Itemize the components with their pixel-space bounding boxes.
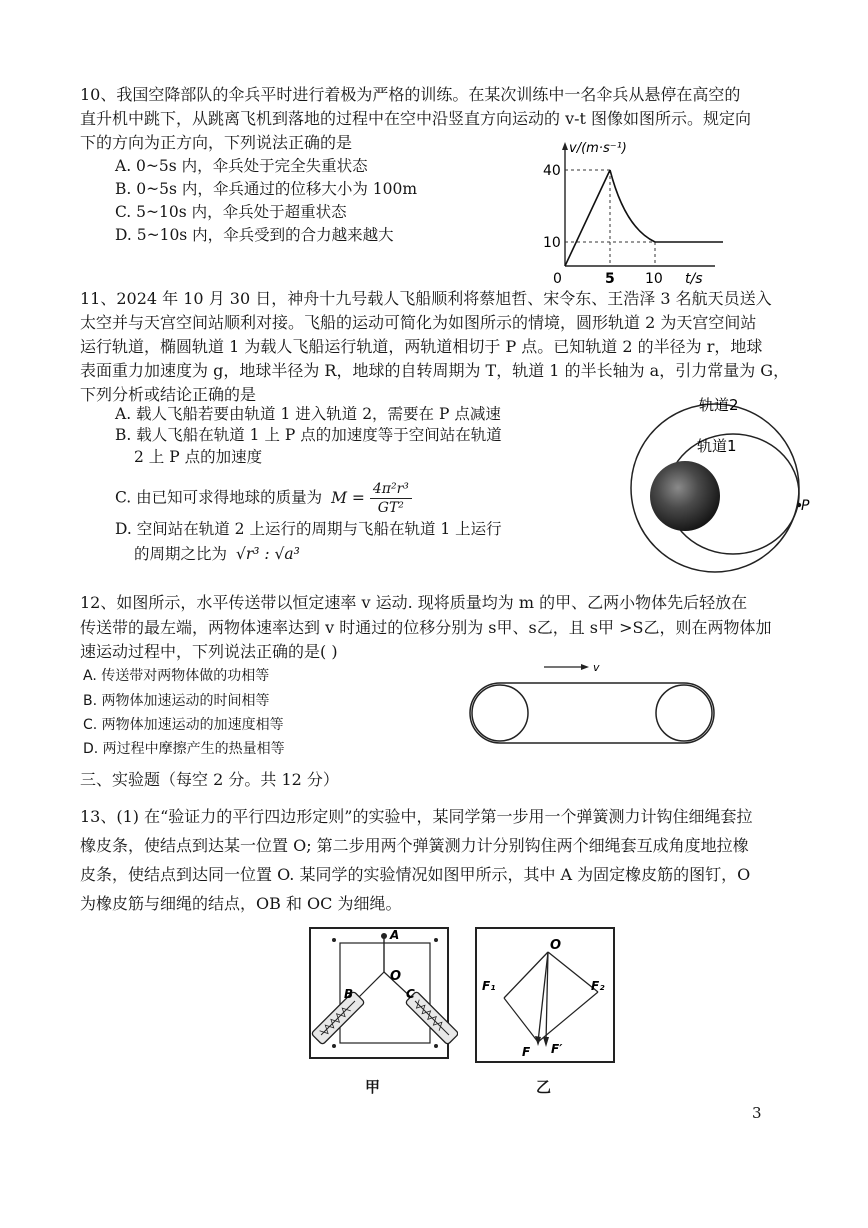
right-pulley [656,685,712,741]
y-tick-40: 40 [543,163,561,179]
point-p-label: P [801,498,810,514]
board-outer [310,928,448,1058]
q10-line-3: 下的方向为正方向，下列说法正确的是 [80,133,353,152]
vector-f-prime-arrowhead [543,1037,549,1047]
belt [470,683,714,743]
q12-option-a: A. 传送带对两物体做的功相等 [83,668,270,684]
x-axis-label: t/s [685,271,703,287]
q13-line-4: 为橡皮筋与细绳的结点，OB 和 OC 为细绳。 [80,894,402,913]
q11-option-d-line1: D. 空间站在轨道 2 上运行的周期与飞船在轨道 1 上运行 [115,520,502,538]
caption-yi: 乙 [536,1078,552,1096]
q10-option-d: D. 5~10s 内，伞兵受到的合力越来越大 [115,226,394,244]
q11-formula-lhs: M = [331,488,365,507]
label-f-prime: F′ [551,1042,563,1056]
q11-option-d-line2 [134,543,300,565]
y-axis-label: v/(m·s⁻¹) [569,141,627,156]
q10-option-a: A. 0~5s 内，伞兵处于完全失重状态 [115,157,368,175]
q11-option-a: A. 载人飞船若要由轨道 1 进入轨道 2，需要在 P 点减速 [115,405,501,423]
q11-line-5: 下列分析或结论正确的是 [80,385,257,404]
label-b: B [344,987,354,1001]
q10-vt-graph [535,138,735,288]
decel-curve [610,170,655,242]
q12-option-b: B. 两物体加速运动的时间相等 [83,693,270,709]
q12-option-d: D. 两过程中摩擦产生的热量相等 [83,741,285,757]
x-tick-5: 5 [605,271,615,287]
q11-option-b-line2: 2 上 P 点的加速度 [134,448,263,466]
thumbtack-br [434,1044,438,1048]
q10-line-2: 直升机中跳下，从跳离飞机到落地的过程中在空中沿竖直方向运动的 v-t 图像如图所示。规定向 [80,109,752,128]
q13-figure-yi [474,926,619,1066]
label-f: F [522,1045,531,1059]
earth [650,461,720,531]
velocity-label: v [593,661,600,674]
orbit-2-label: 轨道2 [699,396,739,414]
q13-line-2: 橡皮条，使结点到达某一位置 O; 第二步用两个弹簧测力计分别钩住两个细绳套互成角度地拉橡 [80,836,749,855]
q11-option-c [115,480,412,517]
q11-formula-numerator: 4π²r³ [370,480,412,499]
thumbtack-tl [332,938,336,942]
vector-f1 [504,952,548,998]
q11-line-1: 11、2024 年 10 月 30 日，神舟十九号载人飞船顺利将蔡旭哲、宋令东、王浩泽 3 名航天员送入 [80,289,772,308]
spring-scale-b [311,991,365,1045]
label-a: A [390,928,400,942]
accel-segment [565,170,610,266]
x-tick-10: 10 [645,271,663,287]
label-f2: F₂ [591,979,605,993]
q11-line-4: 表面重力加速度为 g，地球半径为 R，地球的自转周期为 T，轨道 1 的半长轴为 a，引力常量为 G， [80,361,790,380]
string-ob [356,972,384,1000]
q13-line-1: 13、(1) 在“验证力的平行四边形定则”的实验中，某同学第一步用一个弹簧测力计钩住细绳套拉 [80,807,753,826]
q13-figure-jia [308,926,458,1076]
q11-option-d-formula: √r³ : √a³ [235,545,300,563]
label-f1: F₁ [482,979,496,993]
q11-formula-denominator: GT² [377,500,404,516]
q12-option-c: C. 两物体加速运动的加速度相等 [83,717,284,733]
q11-formula-fraction [370,480,412,517]
section-3-heading: 三、实验题（每空 2 分。共 12 分） [80,770,339,789]
y-axis-arrow [562,142,568,150]
thumbtack-bl [332,1044,336,1048]
q11-option-b-line1: B. 载人飞船在轨道 1 上 P 点的加速度等于空间站在轨道 [115,426,502,444]
q11-orbit-figure [615,388,815,588]
label-o: O [550,938,562,953]
q12-line-2: 传送带的最左端，两物体速率达到 v 时通过的位移分别为 s甲、s乙，且 s甲 >S乙，则在两物体加 [80,618,772,637]
q12-line-3: 速运动过程中，下列说法正确的是( ) [80,642,338,661]
thumbtack-tr [434,938,438,942]
left-pulley [472,685,528,741]
page-number: 3 [752,1104,762,1122]
caption-jia: 甲 [365,1078,381,1096]
q13-line-3: 皮条，使结点到达同一位置 O. 某同学的实验情况如图甲所示，其中 A 为固定橡皮筋的图钉，O [80,865,751,884]
q11-option-c-text: C. 由已知可求得地球的质量为 [115,488,323,507]
orbit-1-label: 轨道1 [697,437,737,455]
q11-line-3: 运行轨道，椭圆轨道 1 为载人飞船运行轨道，两轨道相切于 P 点。已知轨道 2 的半径为 r，地球 [80,337,763,356]
q11-line-2: 太空并与天宫空间站顺利对接。飞船的运动可简化为如图所示的情境，圆形轨道 2 为天宫空间站 [80,313,757,332]
q12-conveyor-figure [462,655,722,755]
label-c: C [406,987,415,1001]
y-tick-10: 10 [543,235,561,251]
x-tick-0: 0 [553,271,562,287]
velocity-arrowhead [581,664,589,670]
q10-option-b: B. 0~5s 内，伞兵通过的位移大小为 100m [115,180,418,198]
q10-line-1: 10、我国空降部队的伞兵平时进行着极为严格的训练。在某次训练中一名伞兵从悬停在高空的 [80,85,741,104]
q10-option-c: C. 5~10s 内，伞兵处于超重状态 [115,203,347,221]
q12-line-1: 12、如图所示，水平传送带以恒定速率 v 运动. 现将质量均为 m 的甲、乙两小物体先后轻放在 [80,593,748,612]
q11-option-d-text: 的周期之比为 [134,545,228,563]
label-o: O [390,969,402,984]
parallelogram-side-1 [504,998,538,1042]
